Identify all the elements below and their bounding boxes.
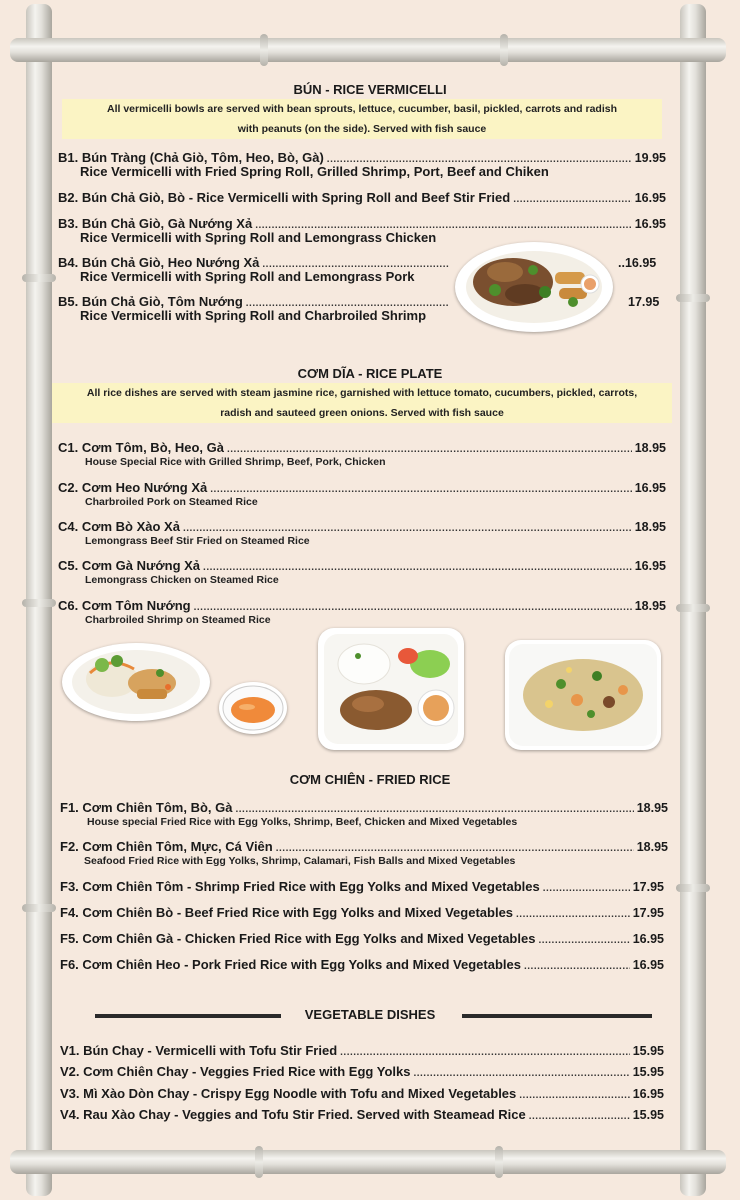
section-title-com: CƠM DĨA - RICE PLATE — [297, 366, 443, 381]
menu-item-b5-price: 17.95 — [628, 295, 660, 309]
menu-item-f4: F4. Cơm Chiên Bò - Beef Fried Rice with Egg Yolks and Mixed Vegetables ..... 17.95 — [60, 905, 664, 920]
menu-item-b4-price: ..16.95 — [618, 256, 657, 270]
menu-item-v4: V4. Rau Xào Chay - Veggies and Tofu Stir Fried. Served with Steamead Rice ..... 15.95 — [60, 1107, 664, 1122]
menu-item-b2: B2. Bún Chả Giò, Bò - Rice Vermicelli with Spring Roll and Beef Stir Fried ..... 16.95 — [58, 190, 666, 205]
menu-item-b3: B3. Bún Chả Giò, Gà Nướng Xả ..... 16.95 Rice Vermicelli with Spring Roll and Lemongrass Chicken — [58, 216, 666, 245]
bamboo-pole-bottom — [10, 1150, 726, 1174]
section-title-veg: VEGETABLE DISHES — [304, 1007, 436, 1022]
section-note-com: All rice dishes are served with steam jasmine rice, garnished with lettuce tomato, cucumbers, pickled, carrots, radish and sauteed green onions. Served with fish sauce — [52, 383, 672, 423]
divider-right — [462, 1014, 652, 1018]
bamboo-pole-top — [10, 38, 726, 62]
menu-item-b4-left: B4. Bún Chả Giò, Heo Nướng Xả ..... Rice Vermicelli with Spring Roll and Lemongrass Pork — [58, 255, 452, 284]
menu-item-c5: C5. Cơm Gà Nướng Xả ..... 16.95 Lemongrass Chicken on Steamed Rice — [58, 558, 666, 587]
menu-item-v2: V2. Cơm Chiên Chay - Veggies Fried Rice with Egg Yolks ..... 15.95 — [60, 1064, 664, 1079]
section-title-fried: CƠM CHIÊN - FRIED RICE — [289, 772, 451, 787]
menu-item-f2: F2. Cơm Chiên Tôm, Mực, Cá Viên ..... 18.95 Seafood Fried Rice with Egg Yolks, Shrimp, Calamari, Fish Balls and Mixed Vegetables — [60, 839, 668, 868]
menu-item-v3: V3. Mì Xào Dòn Chay - Crispy Egg Noodle with Tofu and Mixed Vegetables ..... 16.95 — [60, 1086, 664, 1101]
menu-item-c4: C4. Cơm Bò Xào Xả ..... 18.95 Lemongrass Beef Stir Fried on Steamed Rice — [58, 519, 666, 548]
menu-item-v1: V1. Bún Chay - Vermicelli with Tofu Stir Fried ..... 15.95 — [60, 1043, 664, 1058]
fried-rice-photo — [505, 640, 661, 750]
menu-item-c2: C2. Cơm Heo Nướng Xả ..... 16.95 Charbroiled Pork on Steamed Rice — [58, 480, 666, 509]
fish-sauce-bowl-photo — [219, 682, 287, 734]
menu-item-c1: C1. Cơm Tôm, Bò, Heo, Gà ..... 18.95 House Special Rice with Grilled Shrimp, Beef, Pork, Chicken — [58, 440, 666, 469]
rice-vermicelli-plate-photo — [455, 242, 613, 332]
menu-item-f5: F5. Cơm Chiên Gà - Chicken Fried Rice with Egg Yolks and Mixed Vegetables ..... 16.95 — [60, 931, 664, 946]
menu-item-b5-left: B5. Bún Chả Giò, Tôm Nướng ..... Rice Vermicelli with Spring Roll and Charbroiled Shrimp — [58, 294, 452, 323]
menu-item-b1: B1. Bún Tràng (Chả Giò, Tôm, Heo, Bò, Gà) ..... 19.95 Rice Vermicelli with Fried Spring Roll, Grilled Shrimp, Port, Beef and Chiken — [58, 150, 666, 179]
menu-item-f3: F3. Cơm Chiên Tôm - Shrimp Fried Rice with Egg Yolks and Mixed Vegetables ..... 17.95 — [60, 879, 664, 894]
menu-item-f1: F1. Cơm Chiên Tôm, Bò, Gà ..... 18.95 House special Fried Rice with Egg Yolks, Shrimp, Beef, Chicken and Mixed Vegetables — [60, 800, 668, 829]
vermicelli-bowl-photo — [62, 643, 210, 721]
section-note-bun: All vermicelli bowls are served with bean sprouts, lettuce, cucumber, basil, pickled, carrots and radish with peanuts (on the side). Served with fish sauce — [62, 99, 662, 139]
section-title-bun: BÚN - RICE VERMICELLI — [293, 82, 447, 97]
menu-item-c6: C6. Cơm Tôm Nướng ..... 18.95 Charbroiled Shrimp on Steamed Rice — [58, 598, 666, 627]
rice-plate-photo — [318, 628, 464, 750]
menu-item-f6: F6. Cơm Chiên Heo - Pork Fried Rice with Egg Yolks and Mixed Vegetables ..... 16.95 — [60, 957, 664, 972]
